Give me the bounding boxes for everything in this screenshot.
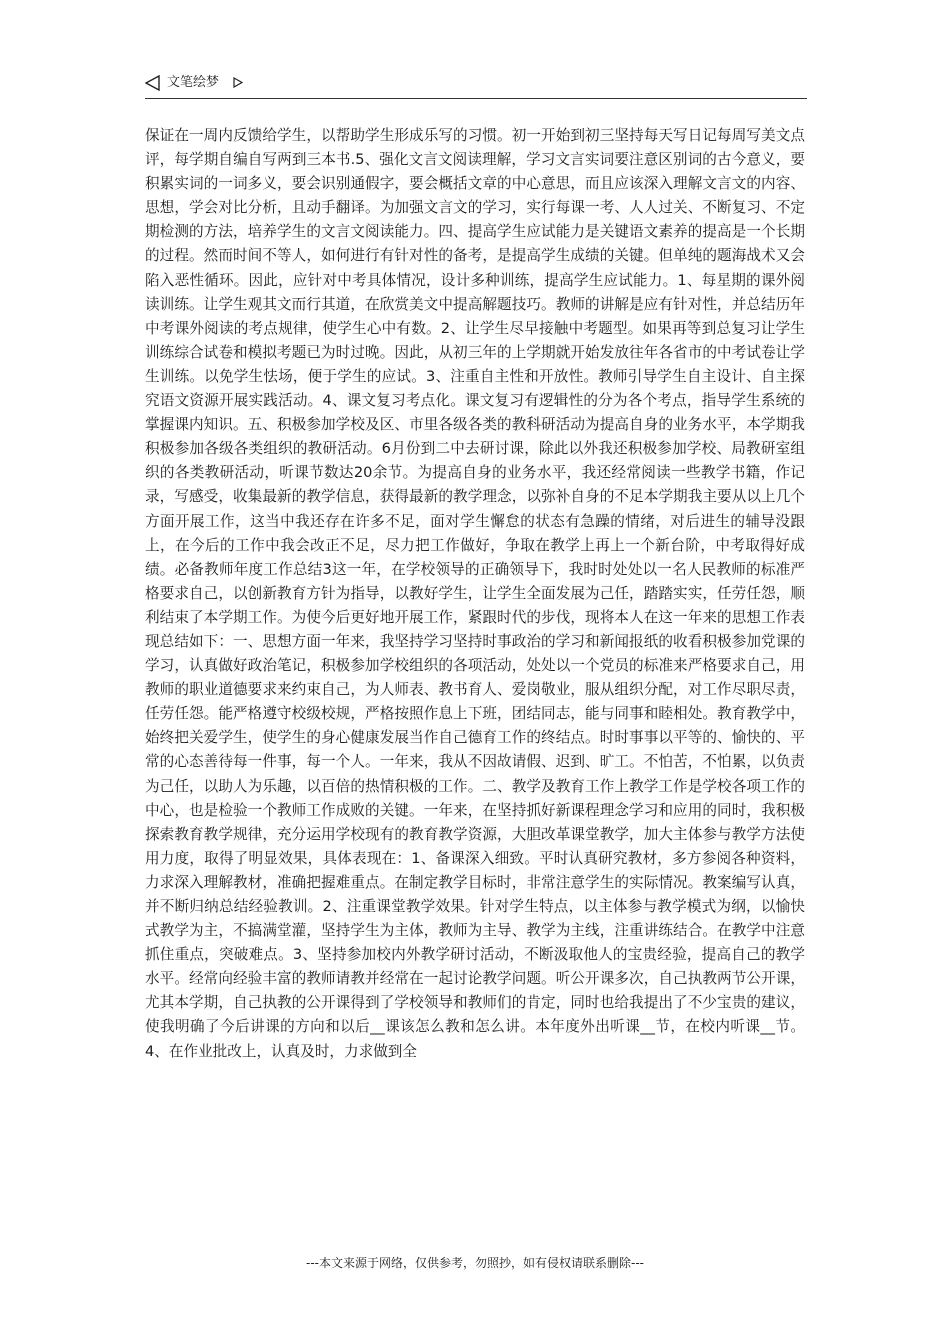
header-brand: 文笔绘梦 — [167, 75, 220, 90]
left-triangle-icon — [145, 75, 160, 91]
document-body: 保证在一周内反馈给学生，以帮助学生形成乐写的习惯。初一开始到初三坚持每天写日记每周写美文点评，每学期自编自写两到三本书.5、强化文言文阅读理解，学习文言实词要注意区别词的古今意义，要积累实词的一词多义，要会识别通假字，要会概括文章的中心意思，而且应该深入理解文言文的内容、思想，学会对比分析，且动手翻译。为加强文言文的学习，实行每课一考、人人过关、不断复习、不定期检测的方法，培养学生的文言文阅读能力。四、提高学生应试能力是关键语文素养的提高是一个长期的过程。然而时间不等人，如何进行有针对性的备考，是提高学生成绩的关键。但单纯的题海战术又会陷入恶性循环。因此，应针对中考具体情况，设计多种训练，提高学生应试能力。1、每星期的课外阅读训练。让学生观其文而行其道，在欣赏美文中提高解题技巧。教师的讲解是应有针对性，并总结历年中考课外阅读的考点规律，使学生心中有数。2、让学生尽早接触中考题型。如果再等到总复习让学生训练综合试卷和模拟考题已为时过晚。因此，从初三年的上学期就开始发放往年各省市的中考试卷让学生训练。以免学生怯场，便于学生的应试。3、注重自主性和开放性。教师引导学生自主设计、自主探究语文资源开展实践活动。4、课文复习考点化。课文复习有逻辑性的分为各个考点，指导学生系统的掌握课内知识。五、积极参加学校及区、市里各级各类的教科研活动为提高自身的业务水平，本学期我积极参加各级各类组织的教研活动。6月份到二中去研讨课，除此以外我还积极参加学校、局教研室组织的各类教研活动，听课节数达20余节。为提高自身的业务水平，我还经常阅读一些教学书籍，作记录，写感受，收集最新的教学信息，获得最新的教学理念，以弥补自身的不足本学期我主要从以上几个方面开展工作，这当中我还存在许多不足，面对学生懈怠的状态有急躁的情绪，对后进生的辅导没跟上，在今后的工作中我会改正不足，尽力把工作做好，争取在教学上再上一个新台阶，中考取得好成绩。必备教师年度工作总结3这一年，在学校领导的正确领导下，我时时处处以一名人民教师的标准严格要求自己，以创新教育方针为指导，以教好学生，让学生全面发展为己任，踏踏实实，任劳任怨，顺利结束了本学期工作。为使今后更好地开展工作，紧跟时代的步伐，现将本人在这一年来的思想工作表现总结如下：一、思想方面一年来，我坚持学习坚持时事政治的学习和新闻报纸的收看积极参加党课的学习，认真做好政治笔记，积极参加学校组织的各项活动，处处以一个党员的标准来严格要求自己，用教师的职业道德要求来约束自己，为人师表、教书育人、爱岗敬业，服从组织分配，对工作尽职尽责，任劳任怨。能严格遵守校级校规，严格按照作息上下班，团结同志，能与同事和睦相处。教育教学中，始终把关爱学生，使学生的身心健康发展当作自己德育工作的终结点。时时事事以平等的、愉快的、平常的心态善待每一件事，每一个人。一年来，我从不因故请假、迟到、旷工。不怕苦，不怕累，以负责为己任，以助人为乐趣，以百倍的热情积极的工作。二、教学及教育工作上教学工作是学校各项工作的中心，也是检验一个教师工作成败的关键。一年来，在坚持抓好新课程理念学习和应用的同时，我积极探索教育教学规律，充分运用学校现有的教育教学资源，大胆改革课堂教学，加大主体参与教学方法使用力度，取得了明显效果，具体表现在：1、备课深入细致。平时认真研究教材，多方参阅各种资料，力求深入理解教材，准确把握难重点。在制定教学目标时，非常注意学生的实际情况。教案编写认真，并不断归纳总结经验教训。2、注重课堂教学效果。针对学生特点，以主体参与教学模式为纲，以愉快式教学为主，不搞满堂灌，坚持学生为主体，教师为主导、教学为主线，注重讲练结合。在教学中注意抓住重点，突破难点。3、坚持参加校内外教学研讨活动，不断汲取他人的宝贵经验，提高自己的教学水平。经常向经验丰富的教师请教并经常在一起讨论教学问题。听公开课多次，自己执教两节公开课，尤其本学期，自己执教的公开课得到了学校领导和教师们的肯定，同时也给我提出了不少宝贵的建议，使我明确了今后讲课的方向和以后__课该怎么教和怎么讲。本年度外出听课__节，在校内听课__节。4、在作业批改上，认真及时，力求做到全 — [145, 127, 805, 1060]
page-header — [145, 72, 807, 99]
footer-notice: ---本文来源于网络，仅供参考，勿照抄，如有侵权请联系删除--- — [306, 1256, 644, 1270]
right-triangle-icon — [233, 77, 243, 88]
